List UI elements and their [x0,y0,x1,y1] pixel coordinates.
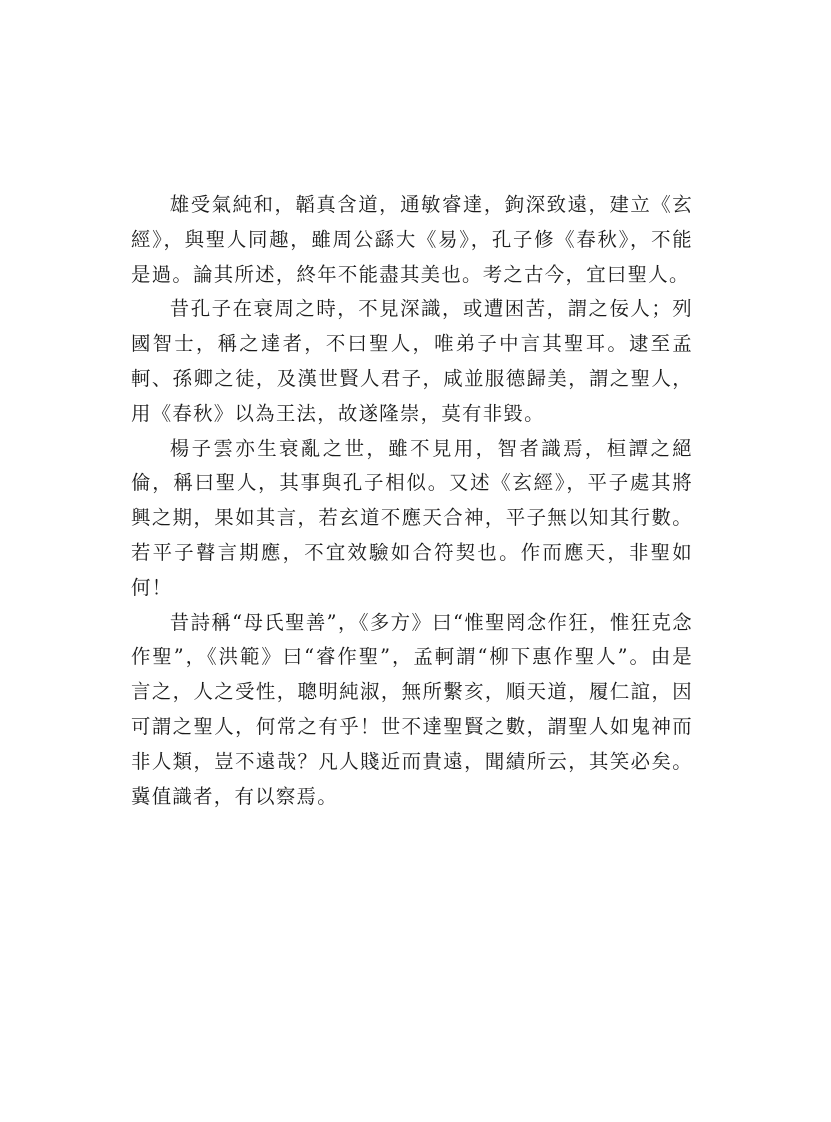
paragraph-3: 楊子雲亦生衰亂之世，雖不見用，智者識焉，桓譚之絕倫，稱曰聖人，其事與孔子相似。又述《玄經》，平子處其將興之期，果如其言，若玄道不應天合神，平子無以知其行數。若平子瞽言期應，不宜效驗如合符契也。作而應天，非聖如何！ [131,436,693,599]
paragraph-2: 昔孔子在衰周之時，不見深識，或遭困苦，謂之佞人；列國智士，稱之達者，不曰聖人，唯弟子中言其聖耳。逮至孟軻、孫卿之徒，及漢世賢人君子，咸並服德歸美，謂之聖人，用《春秋》以為王法，故遂隆崇，莫有非毀。 [131,297,693,425]
text-body [131,188,693,814]
paragraph-1: 雄受氣純和，韜真含道，通敏睿達，鉤深致遠，建立《玄經》，與聖人同趣，雖周公繇大《易》，孔子修《春秋》，不能是過。論其所述，終年不能盡其美也。考之古今，宜曰聖人。 [131,193,693,286]
paragraph-4: 昔詩稱“母氏聖善”，《多方》曰“惟聖罔念作狂，惟狂克念作聖”，《洪範》曰“睿作聖”，孟軻謂“柳下惠作聖人”。由是言之，人之受性，聰明純淑，無所繫亥，順天道，履仁誼，因可謂之聖人，何常之有乎！世不達聖賢之數，謂聖人如鬼神而非人類，豈不遠哉？凡人賤近而貴遠，聞績所云，其笑必矣。冀值識者，有以察焉。 [131,610,693,808]
